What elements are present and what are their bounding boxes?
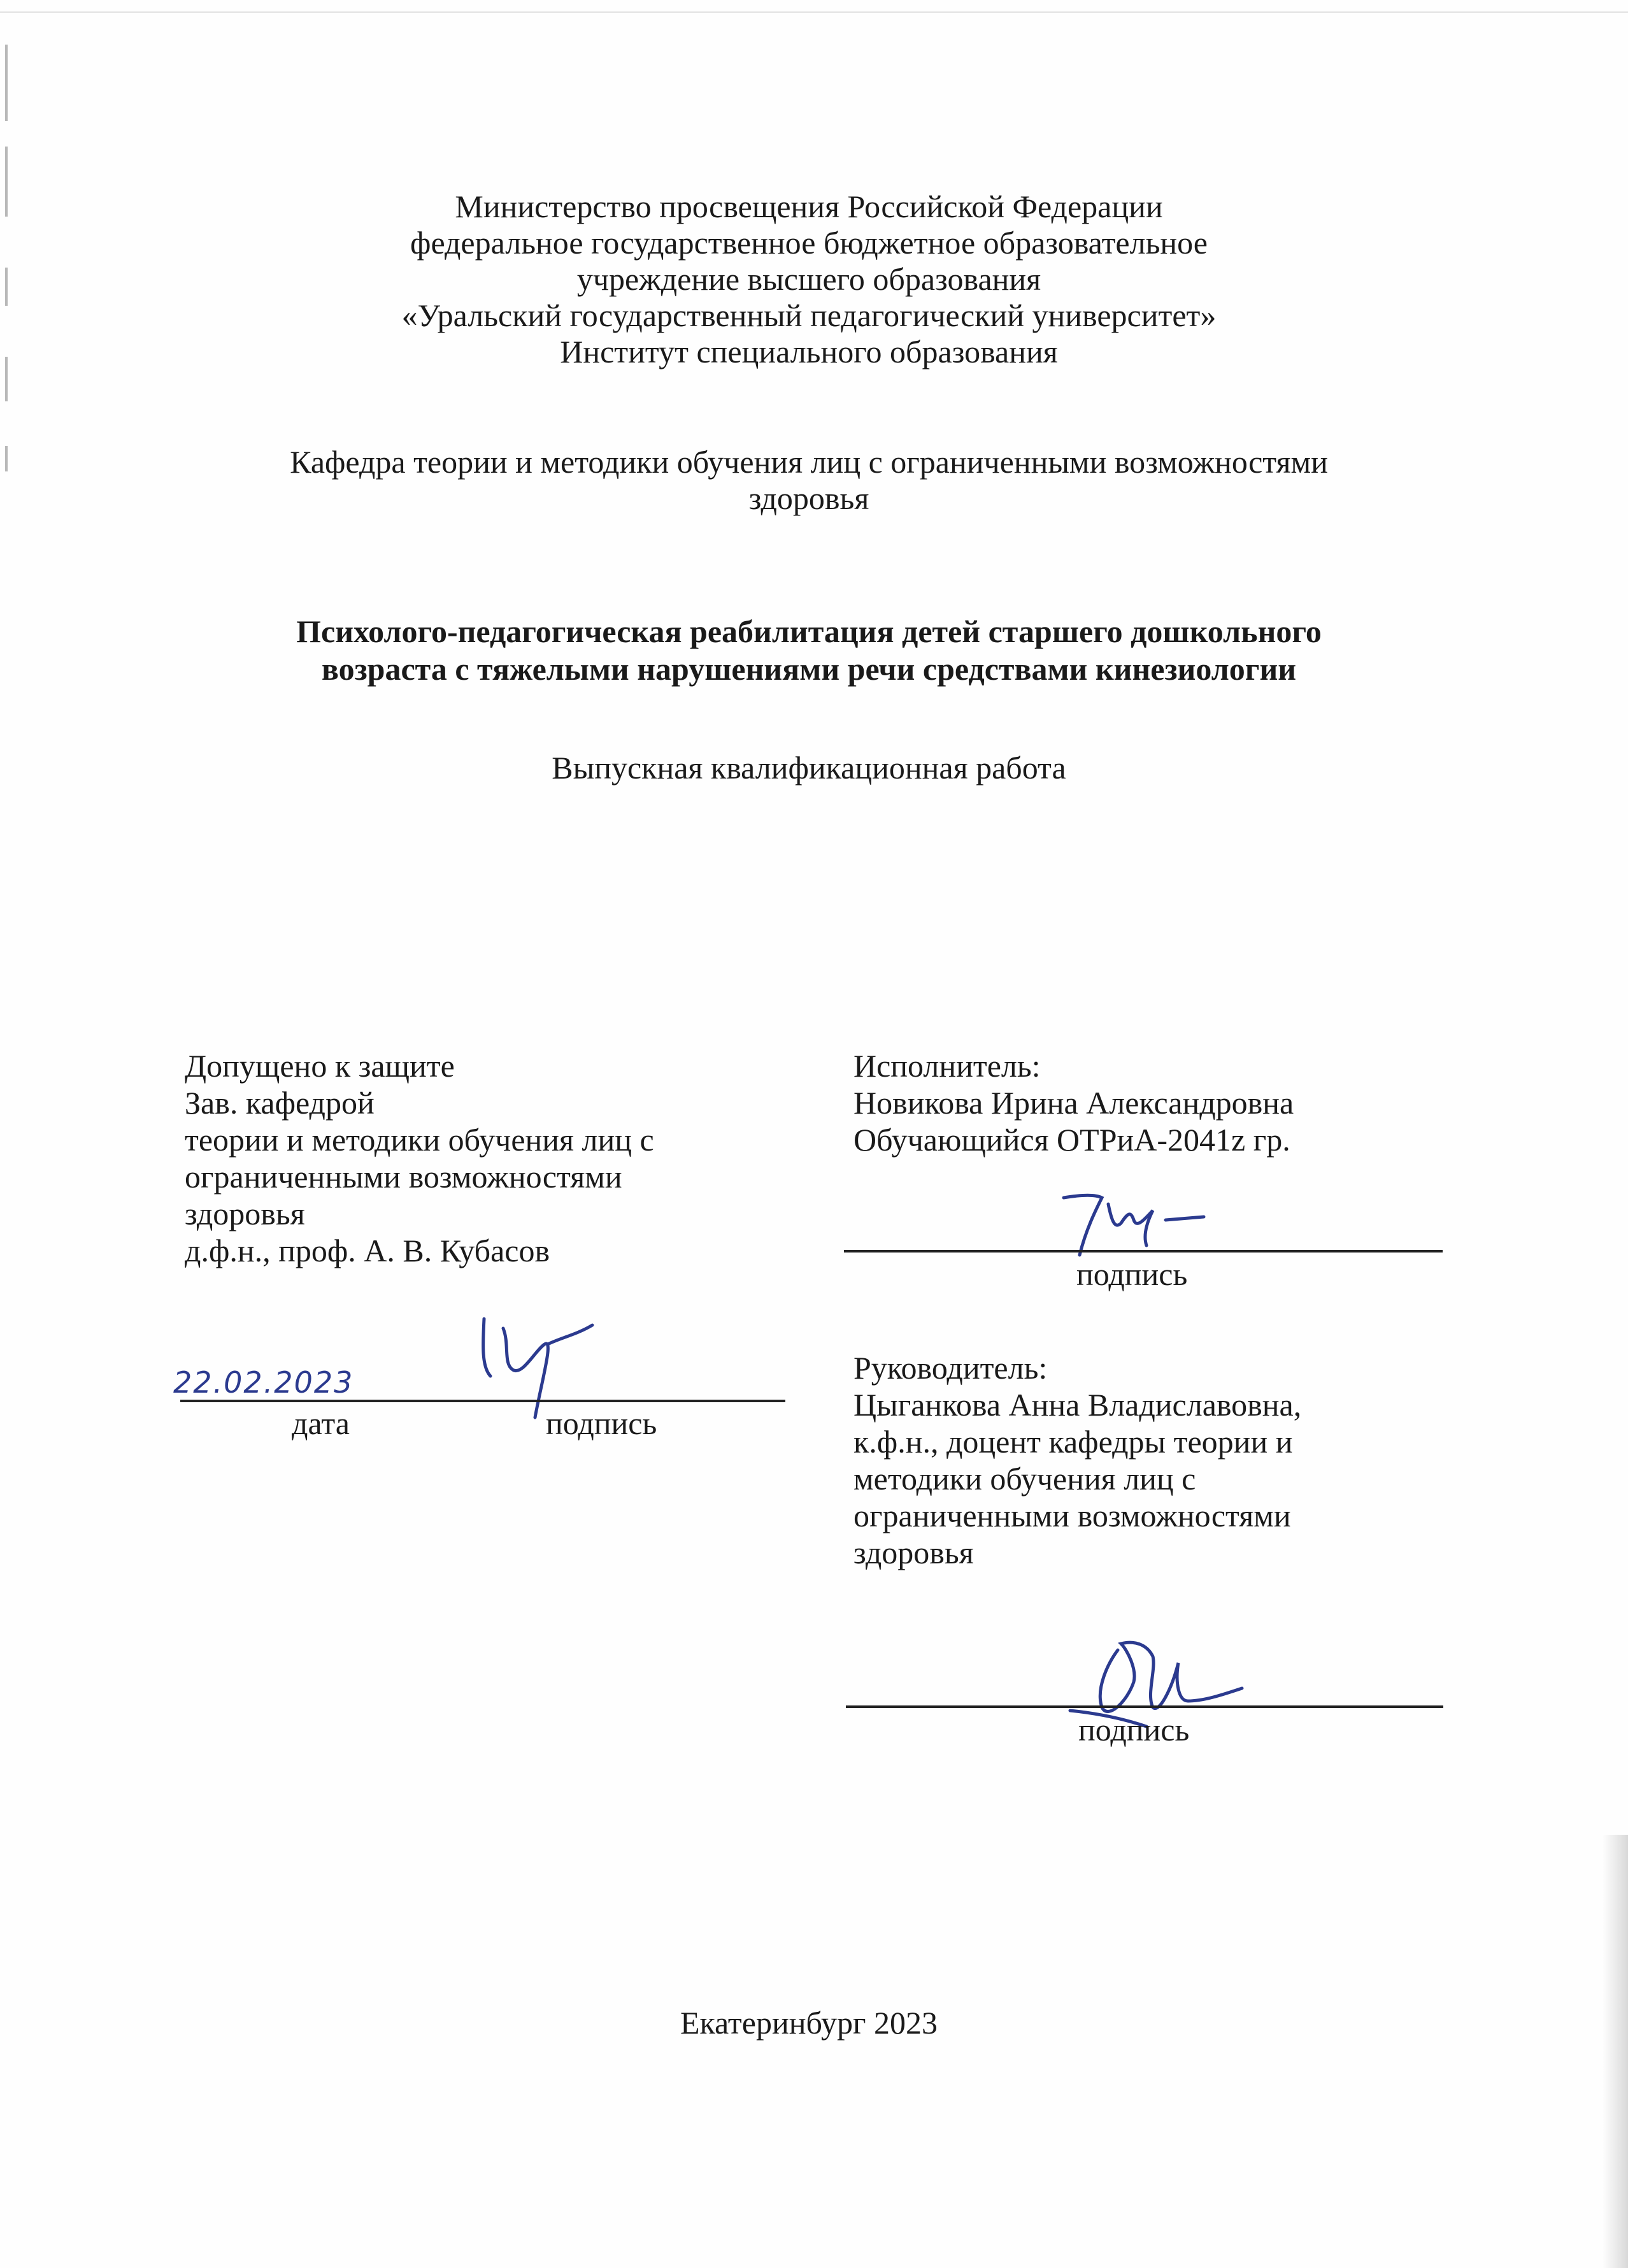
thesis-title [159, 613, 1459, 688]
supervisor-line: ограниченными возможностями [853, 1498, 1291, 1533]
supervisor-line: методики обучения лиц с [853, 1461, 1196, 1496]
city-year-text: Екатеринбург 2023 [680, 2005, 938, 2041]
work-type [159, 750, 1459, 786]
department-line: здоровья [748, 480, 869, 516]
executor-signature-caption: подпись [1076, 1256, 1188, 1292]
executor-line: Новикова Ирина Александровна [853, 1085, 1294, 1121]
executor-line: Обучающийся ОТРиА-2041z гр. [853, 1122, 1290, 1158]
title-line: возраста с тяжелыми нарушениями речи средствами кинезиологии [321, 651, 1297, 687]
approval-line: д.ф.н., проф. А. В. Кубасов [185, 1233, 550, 1268]
supervisor-line: Руководитель: [853, 1350, 1048, 1386]
executor-sign-line [844, 1250, 1443, 1252]
handwritten-date: 22.02.2023 [173, 1365, 354, 1400]
ministry-header [159, 189, 1459, 370]
scan-left-edge [0, 0, 25, 2268]
work-type-text: Выпускная квалификационная работа [552, 750, 1066, 786]
supervisor-sign-line [846, 1705, 1443, 1708]
approval-line: теории и методики обучения лиц с [185, 1122, 654, 1158]
approval-block [185, 1047, 796, 1269]
department-line: Кафедра теории и методики обучения лиц с ограниченными возможностями [290, 444, 1328, 480]
approval-line: Допущено к защите [185, 1048, 455, 1084]
date-caption: дата [292, 1405, 350, 1441]
department-name [159, 444, 1459, 517]
approval-line: Зав. кафедрой [185, 1085, 375, 1121]
supervisor-line: Цыганкова Анна Владиславовна, [853, 1387, 1302, 1423]
approval-sign-line [180, 1400, 785, 1402]
supervisor-block [853, 1349, 1465, 1571]
header-line: федеральное государственное бюджетное образовательное [410, 225, 1208, 261]
city-year [159, 2005, 1459, 2041]
header-line: Институт специального образования [560, 334, 1058, 370]
header-line: «Уральский государственный педагогический университет» [401, 298, 1217, 333]
header-line: Министерство просвещения Российской Федерации [455, 189, 1163, 224]
supervisor-signature-caption: подпись [1078, 1712, 1190, 1748]
supervisor-line: здоровья [853, 1535, 974, 1570]
approval-line: ограниченными возможностями [185, 1159, 622, 1195]
executor-line: Исполнитель: [853, 1048, 1041, 1084]
executor-block [853, 1047, 1465, 1158]
approval-line: здоровья [185, 1196, 305, 1231]
scan-right-shadow [1603, 1835, 1628, 2268]
header-line: учреждение высшего образования [576, 261, 1041, 297]
title-line: Психолого-педагогическая реабилитация детей старшего дошкольного [296, 614, 1322, 649]
signature-caption: подпись [546, 1405, 657, 1441]
scan-top-line [0, 11, 1628, 13]
supervisor-line: к.ф.н., доцент кафедры теории и [853, 1424, 1293, 1460]
